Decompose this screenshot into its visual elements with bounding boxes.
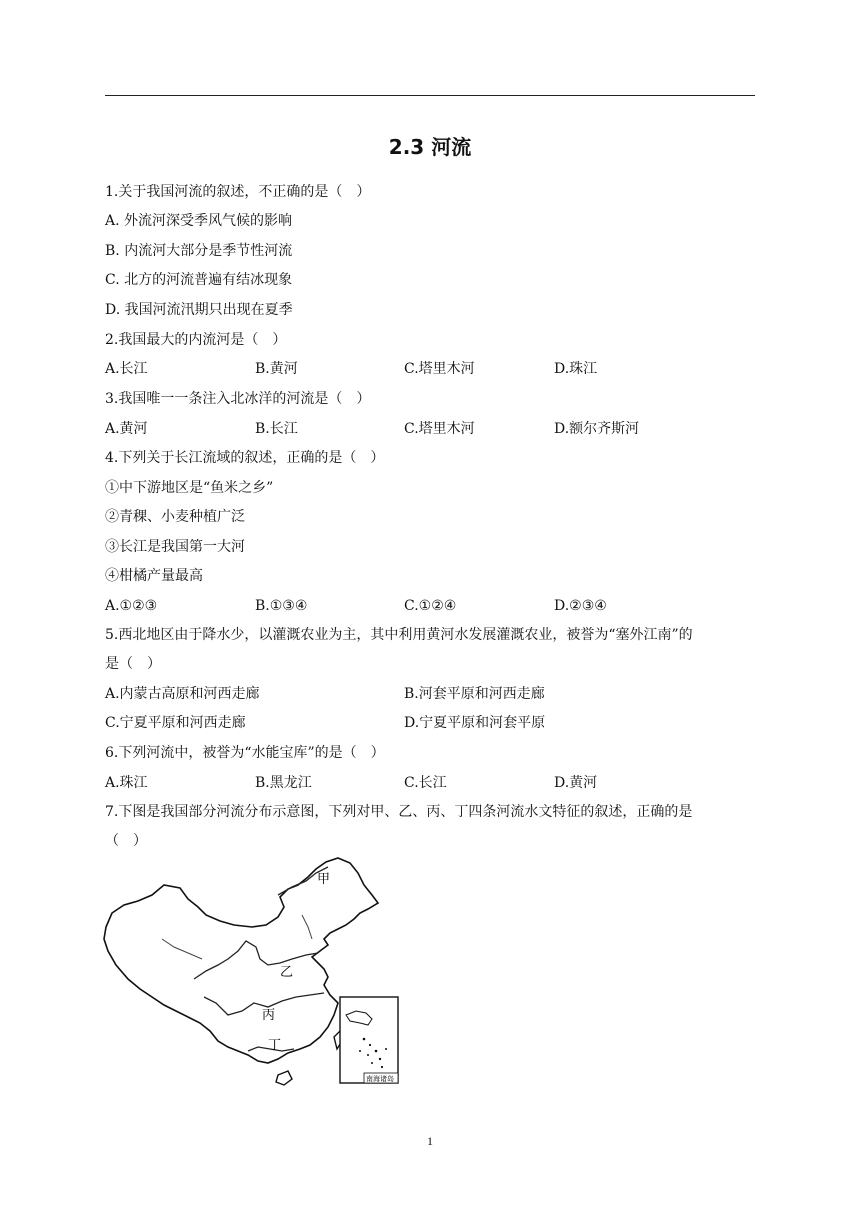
china-river-map — [102, 855, 402, 1090]
question-2-option-b: B.黄河 — [255, 361, 298, 377]
question-1-stem: 1.关于我国河流的叙述，不正确的是（ ） — [105, 184, 371, 200]
label-bing: 丙 — [262, 1008, 276, 1023]
question-2-stem: 2.我国最大的内流河是（ ） — [105, 332, 287, 348]
question-1-option-b: B. 内流河大部分是季节性河流 — [105, 243, 293, 259]
question-4-item-2: ②青稞、小麦种植广泛 — [105, 509, 245, 525]
tributary-line — [162, 939, 202, 959]
question-4-item-4: ④柑橘产量最高 — [105, 568, 203, 584]
question-4-stem: 4.下列关于长江流域的叙述，正确的是（ ） — [105, 450, 385, 466]
question-1-option-c: C. 北方的河流普遍有结冰现象 — [105, 272, 293, 288]
question-4-option-b: B.①③④ — [255, 598, 308, 614]
question-5-option-c: C.宁夏平原和河西走廊 — [105, 715, 246, 731]
page-title: 2.3 河流 — [388, 135, 472, 159]
header-rule — [105, 95, 755, 96]
hainan-island — [276, 1071, 292, 1085]
question-6-option-c: C.长江 — [404, 775, 447, 791]
question-3-option-a: A.黄河 — [105, 421, 148, 437]
question-3-option-d: D.额尔齐斯河 — [554, 421, 640, 437]
question-7-stem-line-1: 7.下图是我国部分河流分布示意图，下列对甲、乙、丙、丁四条河流水文特征的叙述，正确的是 — [105, 804, 693, 820]
question-1-option-a: A. 外流河深受季风气候的影响 — [105, 213, 293, 229]
label-jia: 甲 — [317, 872, 331, 887]
south-sea-inset-frame — [340, 997, 398, 1083]
label-yi: 乙 — [280, 965, 294, 980]
question-5-option-b: B.河套平原和河西走廊 — [404, 686, 545, 702]
question-4-item-3: ③长江是我国第一大河 — [105, 539, 245, 555]
question-4-option-a: A.①②③ — [105, 598, 158, 614]
question-1-option-d: D. 我国河流汛期只出现在夏季 — [105, 302, 293, 318]
question-6-option-a: A.珠江 — [105, 775, 148, 791]
question-2-option-d: D.珠江 — [554, 361, 598, 377]
question-5-option-d: D.宁夏平原和河套平原 — [404, 715, 546, 731]
river-yi — [194, 941, 318, 979]
question-5-stem-line-1: 5.西北地区由于降水少，以灌溉农业为主，其中利用黄河水发展灌溉农业，被誉为“塞外江南”的 — [105, 627, 693, 643]
question-4-option-c: C.①②④ — [404, 598, 457, 614]
question-4-option-d: D.②③④ — [554, 598, 607, 614]
question-5-stem-line-2: 是（ ） — [105, 656, 161, 672]
label-ding: 丁 — [268, 1038, 282, 1053]
question-3-option-b: B.长江 — [255, 421, 298, 437]
tributary-line — [302, 915, 312, 939]
china-outline — [104, 858, 378, 1063]
china-river-map-svg — [102, 855, 402, 1090]
question-2-option-c: C.塔里木河 — [404, 361, 475, 377]
question-6-option-b: B.黑龙江 — [255, 775, 312, 791]
question-3-stem: 3.我国唯一一条注入北冰洋的河流是（ ） — [105, 391, 371, 407]
question-7-stem-line-2: （ ） — [105, 833, 147, 849]
question-6-option-d: D.黄河 — [554, 775, 598, 791]
question-2-option-a: A.长江 — [105, 361, 148, 377]
inset-caption: 南海诸岛 — [366, 1075, 394, 1083]
question-6-stem: 6.下列河流中，被誉为“水能宝库”的是（ ） — [105, 745, 385, 761]
page-number: 1 — [427, 1134, 433, 1148]
question-3-option-c: C.塔里木河 — [404, 421, 475, 437]
question-4-item-1: ①中下游地区是“鱼米之乡” — [105, 480, 274, 496]
question-5-option-a: A.内蒙古高原和河西走廊 — [105, 686, 260, 702]
